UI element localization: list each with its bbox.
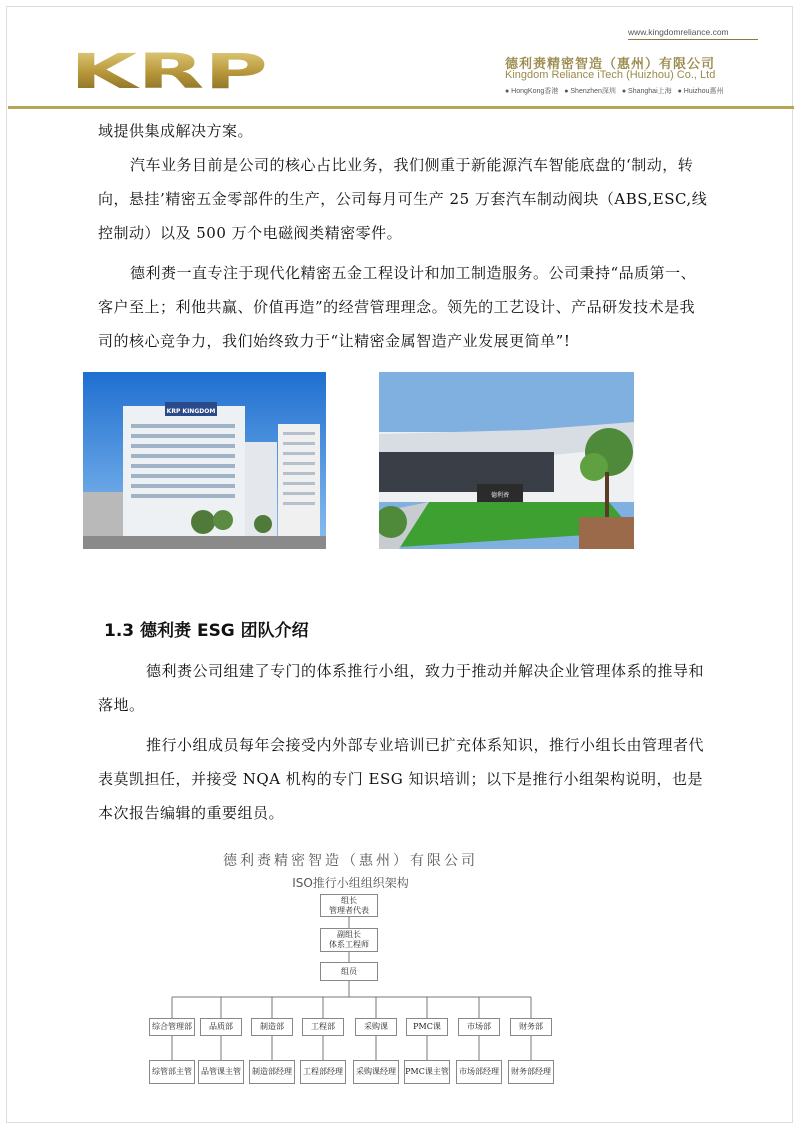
paragraph-team-intro: 德利赉公司组建了专门的体系推行小组，致力于推动并解决企业管理体系的推导和落地。 bbox=[98, 662, 705, 714]
org-node-leader: 组长 管理者代表 bbox=[320, 894, 378, 917]
org-node-department: 采购课 bbox=[355, 1018, 397, 1036]
org-node-department: 财务部 bbox=[510, 1018, 552, 1036]
org-node-department: PMC课 bbox=[406, 1018, 448, 1036]
org-node-manager: PMC课主管 bbox=[404, 1060, 450, 1084]
org-node-department: 制造部 bbox=[251, 1018, 293, 1036]
org-node-manager: 综管部主管 bbox=[149, 1060, 195, 1084]
org-node-department: 市场部 bbox=[458, 1018, 500, 1036]
org-chart-title: ISO推行小组组织架构 bbox=[292, 876, 409, 890]
org-node-manager: 制造部经理 bbox=[249, 1060, 295, 1084]
website-url: www.kingdomreliance.com bbox=[628, 27, 729, 37]
org-node-vice-leader: 副组长 体系工程师 bbox=[320, 928, 378, 952]
city-item: ● HongKong香港 bbox=[505, 88, 559, 95]
org-node-department: 综合管理部 bbox=[149, 1018, 195, 1036]
paragraph-automotive: 汽车业务目前是公司的核心占比业务，我们侧重于新能源汽车智能底盘的‘制动，转向，悬挂’精密五金零部件的生产，公司每月可生产 25 万套汽车制动阀块（ABS,ESC,线控制动）以及 500 万个电磁阀类精密零件。 bbox=[98, 156, 708, 242]
company-name-cn: 德利赉精密智造（惠州）有限公司 bbox=[505, 57, 716, 72]
org-node-manager: 采购课经理 bbox=[353, 1060, 399, 1084]
section-heading: 1.3 德利赉 ESG 团队介绍 bbox=[104, 621, 309, 641]
org-node-department: 工程部 bbox=[302, 1018, 344, 1036]
org-node-member: 组员 bbox=[320, 962, 378, 981]
org-node-manager: 工程部经理 bbox=[300, 1060, 346, 1084]
city-item: ● Huizhou惠州 bbox=[677, 88, 724, 95]
svg-text:德利赉: 德利赉 bbox=[490, 492, 510, 499]
company-name-en: Kingdom Reliance iTech (Huizhou) Co., Ltd bbox=[505, 69, 716, 81]
city-item: ● Shenzhen深圳 bbox=[564, 88, 616, 95]
paragraph-company-philosophy: 德利赉一直专注于现代化精密五金工程设计和加工制造服务。公司秉持“品质第一、客户至上；利他共赢、价值再造”的经营管理理念。领先的工艺设计、产品研发技术是我司的核心竞争力，我们始终致力于“让精密金属智造产业发展更简单”! bbox=[98, 264, 697, 350]
city-item: ● Shanghai上海 bbox=[621, 88, 672, 95]
org-node-department: 品质部 bbox=[200, 1018, 242, 1036]
org-node-manager: 财务部经理 bbox=[508, 1060, 554, 1084]
org-node-manager: 品管课主管 bbox=[198, 1060, 244, 1084]
org-chart-company: 德利赉精密智造（惠州）有限公司 bbox=[223, 853, 478, 869]
svg-text:KRP KINGDOM: KRP KINGDOM bbox=[166, 408, 216, 415]
org-node-manager: 市场部经理 bbox=[456, 1060, 502, 1084]
paragraph-continuation: 域提供集成解决方案。 bbox=[98, 122, 254, 140]
svg-text:KRP: KRP bbox=[70, 48, 268, 92]
paragraph-team-training: 推行小组成员每年会接受内外部专业培训已扩充体系知识，推行小组长由管理者代表莫凯担任，并接受 NQA 机构的专门 ESG 知识培训；以下是推行小组架构说明，也是本次报告编辑的重要组员。 bbox=[98, 736, 705, 822]
